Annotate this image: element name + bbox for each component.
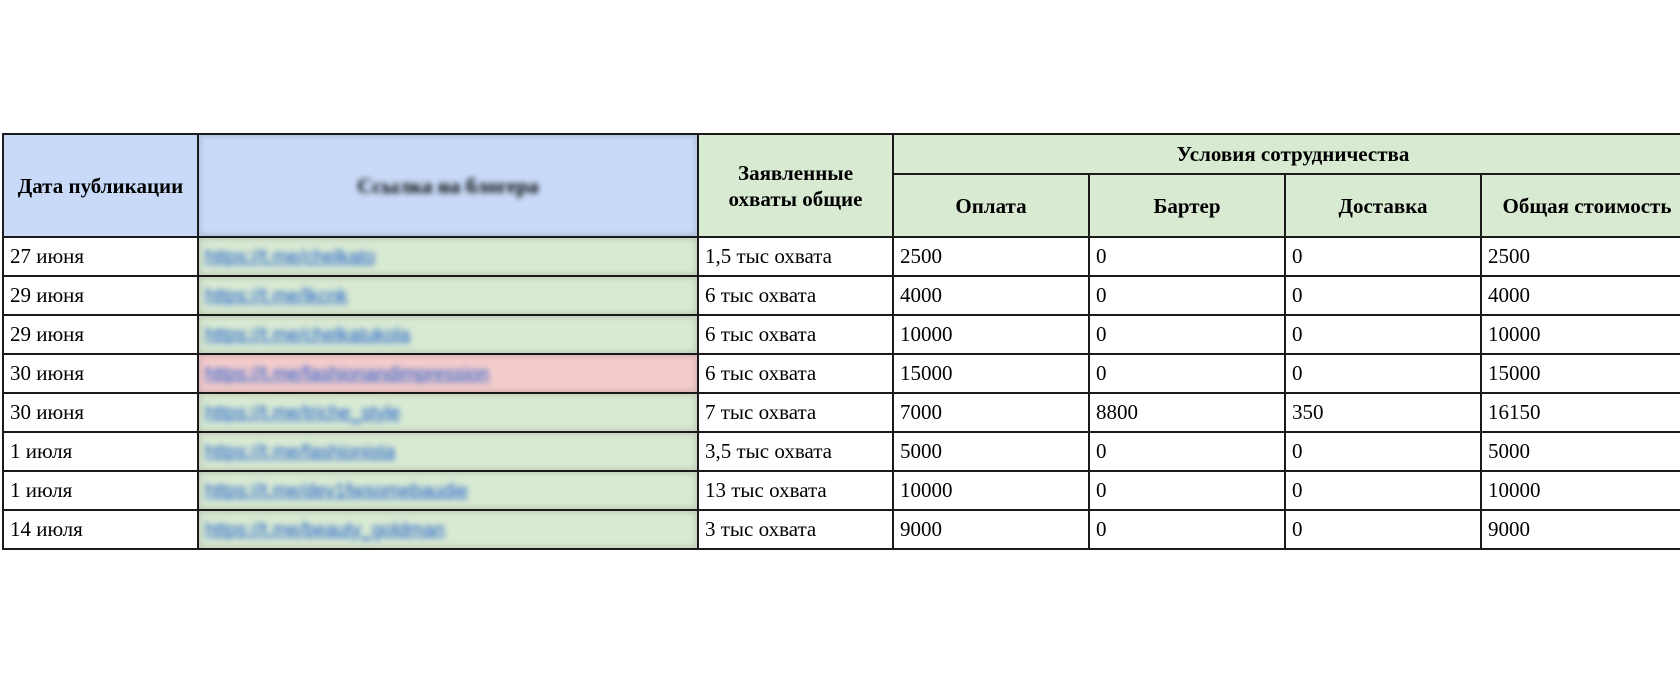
cell-date[interactable]: 30 июня <box>3 393 198 432</box>
cell-reach[interactable]: 6 тыс охвата <box>698 315 893 354</box>
cell-date[interactable]: 14 июля <box>3 510 198 549</box>
cell-barter[interactable]: 8800 <box>1089 393 1285 432</box>
cell-total[interactable]: 4000 <box>1481 276 1680 315</box>
cell-payment[interactable]: 5000 <box>893 432 1089 471</box>
cell-link[interactable] <box>198 393 698 432</box>
table-row <box>3 315 1680 354</box>
table-row <box>3 237 1680 276</box>
header-total[interactable]: Общая стоимость <box>1481 174 1680 237</box>
blogger-link[interactable]: https://t.me/chelkato <box>205 247 376 268</box>
cell-total[interactable]: 5000 <box>1481 432 1680 471</box>
cell-barter[interactable]: 0 <box>1089 237 1285 276</box>
header-conditions[interactable]: Условия сотрудничества <box>893 134 1680 174</box>
cell-reach[interactable]: 6 тыс охвата <box>698 276 893 315</box>
cell-link[interactable] <box>198 354 698 393</box>
cell-link[interactable] <box>198 276 698 315</box>
cell-barter[interactable]: 0 <box>1089 432 1285 471</box>
header-reach[interactable]: Заявленные охваты общие <box>698 134 893 237</box>
cell-reach[interactable]: 6 тыс охвата <box>698 354 893 393</box>
cell-total[interactable]: 10000 <box>1481 471 1680 510</box>
bloggers-table <box>2 133 1680 550</box>
table-row <box>3 471 1680 510</box>
cell-delivery[interactable]: 0 <box>1285 237 1481 276</box>
cell-total[interactable]: 16150 <box>1481 393 1680 432</box>
cell-delivery[interactable]: 0 <box>1285 432 1481 471</box>
cell-reach[interactable]: 1,5 тыс охвата <box>698 237 893 276</box>
header-barter[interactable]: Бартер <box>1089 174 1285 237</box>
cell-reach[interactable]: 13 тыс охвата <box>698 471 893 510</box>
cell-payment[interactable]: 15000 <box>893 354 1089 393</box>
cell-reach[interactable]: 7 тыс охвата <box>698 393 893 432</box>
cell-delivery[interactable]: 350 <box>1285 393 1481 432</box>
cell-payment[interactable]: 10000 <box>893 315 1089 354</box>
blogger-link[interactable]: https://t.me/fashionandimpression <box>205 364 490 385</box>
cell-payment[interactable]: 4000 <box>893 276 1089 315</box>
blogger-link[interactable]: https://t.me/lkcnk <box>205 286 348 307</box>
cell-barter[interactable]: 0 <box>1089 276 1285 315</box>
cell-barter[interactable]: 0 <box>1089 471 1285 510</box>
table-row <box>3 510 1680 549</box>
blogger-link[interactable]: https://t.me/triche_style <box>205 403 401 424</box>
header-date[interactable]: Дата публикации <box>3 134 198 237</box>
cell-link[interactable] <box>198 432 698 471</box>
cell-delivery[interactable]: 0 <box>1285 276 1481 315</box>
table-row <box>3 276 1680 315</box>
cell-delivery[interactable]: 0 <box>1285 354 1481 393</box>
cell-date[interactable]: 29 июня <box>3 315 198 354</box>
header-payment[interactable]: Оплата <box>893 174 1089 237</box>
cell-delivery[interactable]: 0 <box>1285 315 1481 354</box>
cell-total[interactable]: 15000 <box>1481 354 1680 393</box>
cell-date[interactable]: 30 июня <box>3 354 198 393</box>
cell-barter[interactable]: 0 <box>1089 354 1285 393</box>
spreadsheet <box>2 133 1680 550</box>
blogger-link[interactable]: https://t.me/fashionista <box>205 442 396 463</box>
cell-delivery[interactable]: 0 <box>1285 471 1481 510</box>
cell-payment[interactable]: 2500 <box>893 237 1089 276</box>
header-link[interactable] <box>198 134 698 237</box>
cell-link[interactable] <box>198 237 698 276</box>
table-row <box>3 393 1680 432</box>
cell-payment[interactable]: 7000 <box>893 393 1089 432</box>
cell-link[interactable] <box>198 471 698 510</box>
table-body <box>3 237 1680 549</box>
blogger-link[interactable]: https://t.me/dev1fwsomebaudie <box>205 481 468 502</box>
blogger-link[interactable]: https://t.me/beauty_goldman <box>205 520 445 541</box>
cell-link[interactable] <box>198 315 698 354</box>
header-delivery[interactable]: Доставка <box>1285 174 1481 237</box>
header-link-label: Ссылка на блогера <box>357 173 539 198</box>
header-row-top <box>3 134 1680 174</box>
cell-delivery[interactable]: 0 <box>1285 510 1481 549</box>
cell-payment[interactable]: 10000 <box>893 471 1089 510</box>
table-row <box>3 354 1680 393</box>
cell-payment[interactable]: 9000 <box>893 510 1089 549</box>
cell-barter[interactable]: 0 <box>1089 315 1285 354</box>
cell-date[interactable]: 27 июня <box>3 237 198 276</box>
cell-total[interactable]: 9000 <box>1481 510 1680 549</box>
cell-barter[interactable]: 0 <box>1089 510 1285 549</box>
cell-reach[interactable]: 3 тыс охвата <box>698 510 893 549</box>
cell-date[interactable]: 1 июля <box>3 432 198 471</box>
cell-date[interactable]: 1 июля <box>3 471 198 510</box>
cell-date[interactable]: 29 июня <box>3 276 198 315</box>
cell-total[interactable]: 2500 <box>1481 237 1680 276</box>
cell-total[interactable]: 10000 <box>1481 315 1680 354</box>
table-row <box>3 432 1680 471</box>
cell-reach[interactable]: 3,5 тыс охвата <box>698 432 893 471</box>
blogger-link[interactable]: https://t.me/chelkatukola <box>205 325 410 346</box>
cell-link[interactable] <box>198 510 698 549</box>
